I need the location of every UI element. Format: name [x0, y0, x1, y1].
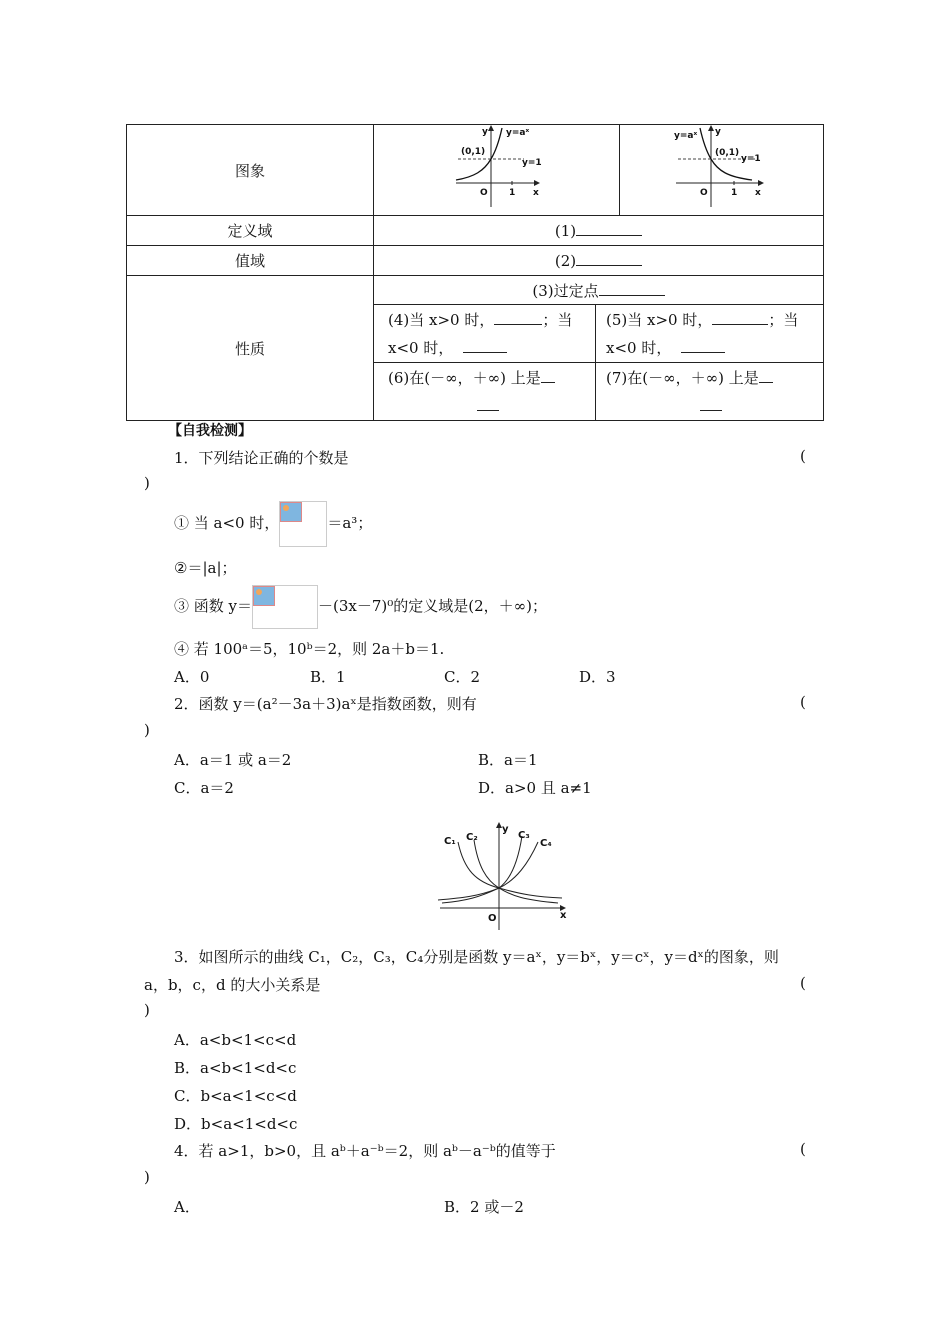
q1-s1-text-a: ① 当 a<0 时，: [174, 514, 280, 532]
broken-image-icon: [279, 501, 327, 547]
graph1-point-label: (0,1): [461, 147, 486, 157]
graph2-origin: O: [700, 188, 708, 198]
row-label-range: 值域: [127, 246, 374, 276]
graph1-origin: O: [480, 188, 488, 198]
q3-stem-line-1: 3．如图所示的曲线 C₁，C₂，C₃，C₄分别是函数 y＝aˣ，y＝bˣ，y＝cˣ，y＝dˣ的图象，则: [174, 948, 779, 966]
p6-text: (6)在(－∞，＋∞) 上是: [388, 368, 541, 387]
range-blank: [576, 264, 642, 266]
graph2-yaxis: y: [715, 127, 721, 137]
q1-option-b: B．1: [310, 668, 346, 686]
graph1-curve-label: y=aˣ: [506, 128, 530, 138]
p6-blank-1: [541, 381, 555, 383]
q4-paren-close: ): [144, 1168, 150, 1186]
p5-text-c: x<0 时，: [606, 338, 672, 357]
table-row-range: [127, 246, 824, 276]
q1-stem: 1．下列结论正确的个数是: [174, 449, 349, 467]
q1-s1-text-b: ＝a³；: [327, 514, 373, 532]
graph1-line-label: y=1: [522, 158, 542, 168]
graph1-yaxis: y: [482, 127, 488, 137]
table-row-graph: [127, 125, 824, 216]
q1-option-c: C．2: [444, 668, 481, 686]
p4-blank-1: [494, 323, 542, 325]
p6-blank-2: [477, 409, 499, 411]
row-label-image: 图象: [127, 125, 374, 216]
graph2-curve-label: y=aˣ: [674, 131, 698, 141]
fixed-point-cell: [374, 276, 824, 305]
q3-option-c: C．b<a<1<c<d: [174, 1087, 297, 1105]
p4-text-a: (4)当 x>0 时，: [388, 310, 495, 329]
q2-option-d: D．a>0 且 a≠1: [478, 779, 592, 797]
q1-statement-3: [174, 584, 547, 629]
p5-text-a: (5)当 x>0 时，: [606, 310, 713, 329]
graph1-xaxis: x: [533, 188, 539, 198]
q3-xaxis: x: [560, 910, 567, 921]
q3-label-c4: C₄: [540, 838, 552, 849]
p7-text: (7)在(－∞，＋∞) 上是: [606, 368, 759, 387]
q3-stem-line-2: a，b，c，d 的大小关系是: [144, 976, 321, 994]
q3-label-c3: C₃: [518, 830, 530, 841]
q1-statement-1: [174, 500, 372, 547]
table-row-domain: [127, 216, 824, 246]
q2-paren-open: (: [800, 693, 806, 711]
domain-item: (1): [554, 221, 577, 240]
q3-origin: O: [488, 913, 497, 924]
property-4-cell: [374, 305, 596, 363]
p4-text-c: x<0 时，: [388, 338, 454, 357]
broken-image-icon: [252, 585, 318, 629]
p4-blank-2: [463, 351, 507, 353]
q3-label-c2: C₂: [466, 832, 478, 843]
q4-stem: 4．若 a>1，b>0，且 aᵇ＋a⁻ᵇ＝2，则 aᵇ－a⁻ᵇ的值等于: [174, 1142, 556, 1160]
fixed-point-blank: [599, 294, 665, 296]
graph-cell-increasing: [374, 125, 620, 216]
q3-option-b: B．a<b<1<d<c: [174, 1059, 297, 1077]
p4-text-b: ；当: [542, 310, 573, 329]
q1-paren-close: ): [144, 474, 150, 492]
section-title: 【自我检测】: [168, 423, 252, 439]
graph2-line-label: y=1: [741, 154, 761, 164]
range-item: (2): [554, 251, 577, 270]
q1-s3-text-a: ③ 函数 y＝: [174, 597, 253, 615]
q1-paren-open: (: [800, 447, 806, 465]
table-row-fixed-point: [127, 276, 824, 305]
graph2-point-label: (0,1): [715, 148, 740, 158]
property-7-cell: [596, 363, 824, 421]
q3-paren-close: ): [144, 1001, 150, 1019]
p7-blank-2: [700, 409, 722, 411]
q3-paren-open: (: [800, 974, 806, 992]
properties-table: [126, 124, 824, 421]
q2-option-a: A．a＝1 或 a＝2: [174, 751, 292, 769]
q1-option-a: A．0: [174, 668, 210, 686]
q1-statement-2: ②＝|a|；: [174, 559, 237, 577]
q1-option-d: D．3: [579, 668, 616, 686]
q3-yaxis: y: [502, 824, 509, 835]
domain-blank: [576, 234, 642, 236]
graph-increasing: [374, 125, 620, 211]
p5-text-b: ；当: [768, 310, 799, 329]
graph-cell-decreasing: [620, 125, 824, 216]
fixed-point-label: (3)过定点: [532, 281, 599, 300]
q4-option-b: B．2 或－2: [444, 1198, 524, 1216]
q4-paren-open: (: [800, 1140, 806, 1158]
graph1-tick: 1: [509, 188, 516, 198]
property-6-cell: [374, 363, 596, 421]
q2-paren-close: ): [144, 721, 150, 739]
q1-s3-text-b: －(3x－7)⁰的定义域是(2，＋∞)；: [318, 597, 548, 615]
q2-stem: 2．函数 y＝(a²－3a＋3)aˣ是指数函数，则有: [174, 695, 477, 713]
q2-option-b: B．a＝1: [478, 751, 538, 769]
domain-cell: [374, 216, 824, 246]
q4-option-a: A．: [174, 1198, 200, 1216]
p7-blank-1: [759, 381, 773, 383]
p5-blank-1: [712, 323, 768, 325]
q3-option-d: D．b<a<1<d<c: [174, 1115, 298, 1133]
q2-option-c: C．a＝2: [174, 779, 234, 797]
graph2-tick: 1: [731, 188, 738, 198]
p5-blank-2: [681, 351, 725, 353]
graph-decreasing: [620, 125, 822, 211]
row-label-property: 性质: [127, 276, 374, 421]
row-label-domain: 定义域: [127, 216, 374, 246]
q3-option-a: A．a<b<1<c<d: [174, 1031, 297, 1049]
range-cell: [374, 246, 824, 276]
q1-statement-4: ④ 若 100ᵃ＝5，10ᵇ＝2，则 2a＋b＝1.: [174, 640, 445, 658]
graph2-xaxis: x: [755, 188, 761, 198]
q3-label-c1: C₁: [444, 836, 456, 847]
q3-figure: [436, 818, 570, 934]
property-5-cell: [596, 305, 824, 363]
